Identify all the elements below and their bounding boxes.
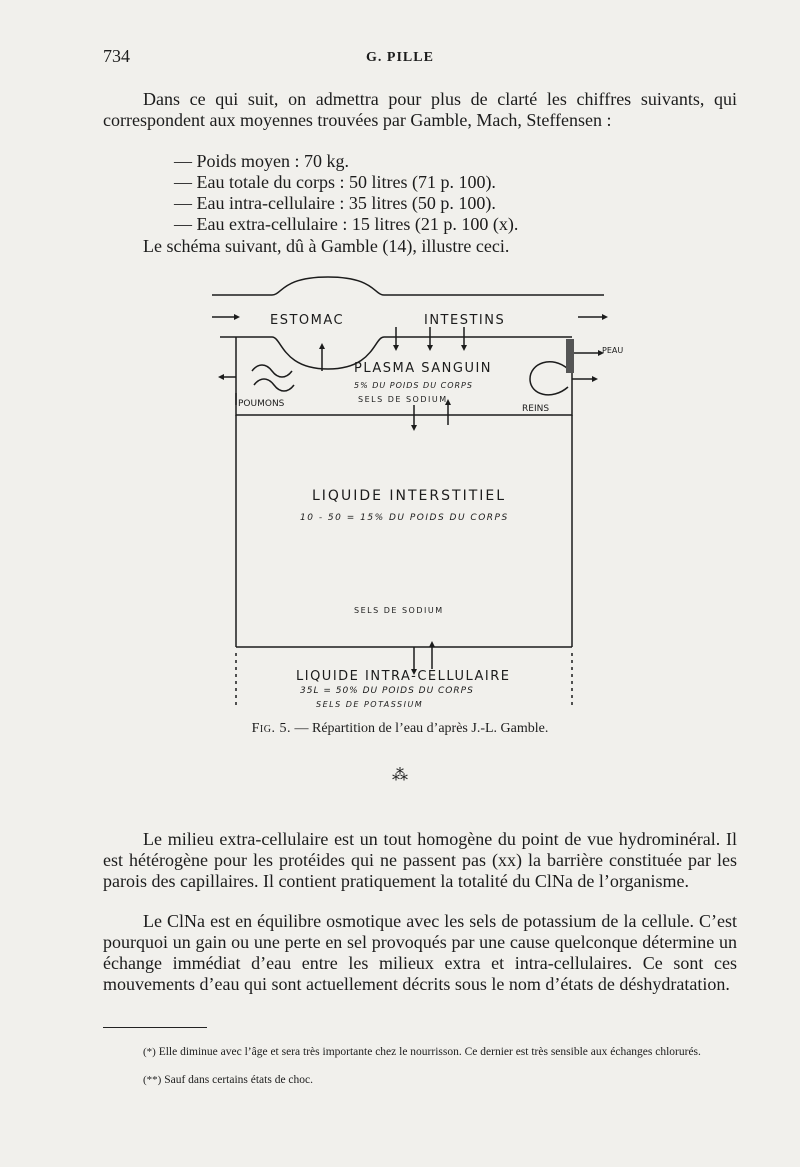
footnote-rule	[103, 1027, 207, 1028]
figure-caption-text: — Répartition de l’eau d’après J.-L. Gamble.	[294, 721, 549, 736]
intra-line1: 35L = 50% DU POIDS DU CORPS	[300, 686, 474, 696]
section-separator: ⁂	[392, 767, 408, 784]
body-paragraph: Le milieu extra-cellulaire est un tout homogène du point de vue hydrominéral. Il est hétérogène pour les protéides qui ne passent pas (xx) la barrière constituée par les parois des capillaires. Il contient pratiquement la totalité du ClNa de l’organisme.	[103, 829, 737, 891]
label-peau: PEAU	[602, 346, 624, 355]
intro-paragraph: Dans ce qui suit, on admettra pour plus de clarté les chiffres suivants, qui correspondent aux moyennes trouvées par Gamble, Mach, Steffensen :	[103, 89, 737, 130]
plasma-title: PLASMA SANGUIN	[354, 361, 493, 376]
plasma-line1: 5% DU POIDS DU CORPS	[354, 381, 473, 390]
footnote	[103, 1046, 737, 1059]
interstitiel-sels: SELS DE SODIUM	[354, 606, 444, 615]
label-intestins: INTESTINS	[424, 313, 506, 328]
interstitiel-line1: 10 - 50 = 15% DU POIDS DU CORPS	[300, 513, 509, 523]
page-number: 734	[103, 46, 130, 66]
figure-label: Fig. 5.	[251, 721, 291, 736]
list-item: — Eau extra-cellulaire : 15 litres (21 p. 100 (x).	[174, 214, 519, 234]
list-item: — Eau intra-cellulaire : 35 litres (50 p. 100).	[174, 193, 496, 213]
plasma-line2: SELS DE SODIUM	[358, 395, 448, 404]
footnote-marker: (*)	[143, 1046, 156, 1058]
footnote-text: Sauf dans certains états de choc.	[164, 1074, 314, 1086]
intra-title: LIQUIDE INTRA-CELLULAIRE	[296, 669, 511, 684]
peau-hatch	[566, 339, 574, 373]
running-head: G. PILLE	[366, 50, 434, 65]
label-reins: REINS	[522, 404, 550, 414]
footnote-marker: (**)	[143, 1074, 162, 1086]
water-distribution-diagram	[200, 275, 624, 715]
schema-sentence: Le schéma suivant, dû à Gamble (14), illustre ceci.	[143, 236, 510, 256]
figure-caption	[0, 721, 800, 737]
intra-line2: SELS DE POTASSIUM	[316, 700, 424, 709]
footnote	[103, 1074, 737, 1087]
list-item: — Eau totale du corps : 50 litres (71 p. 100).	[174, 172, 496, 192]
list-item: — Poids moyen : 70 kg.	[174, 151, 350, 171]
interstitiel-title: LIQUIDE INTERSTITIEL	[312, 488, 507, 504]
footnote-text: Elle diminue avec l’âge et sera très importante chez le nourrisson. Ce dernier est très sensible aux échanges chlorurés.	[158, 1046, 701, 1058]
body-paragraph: Le ClNa est en équilibre osmotique avec les sels de potassium de la cellule. C’est pourquoi un gain ou une perte en sel provoqués par une cause quelconque détermine un échange immédiat d’eau entre les milieux extra et intra-cellulaires. Ce sont ces mouvements d’eau qui sont actuellement décrits sous le nom d’états de déshydratation.	[103, 911, 737, 994]
label-poumons: POUMONS	[238, 399, 285, 409]
label-estomac: ESTOMAC	[270, 313, 345, 328]
